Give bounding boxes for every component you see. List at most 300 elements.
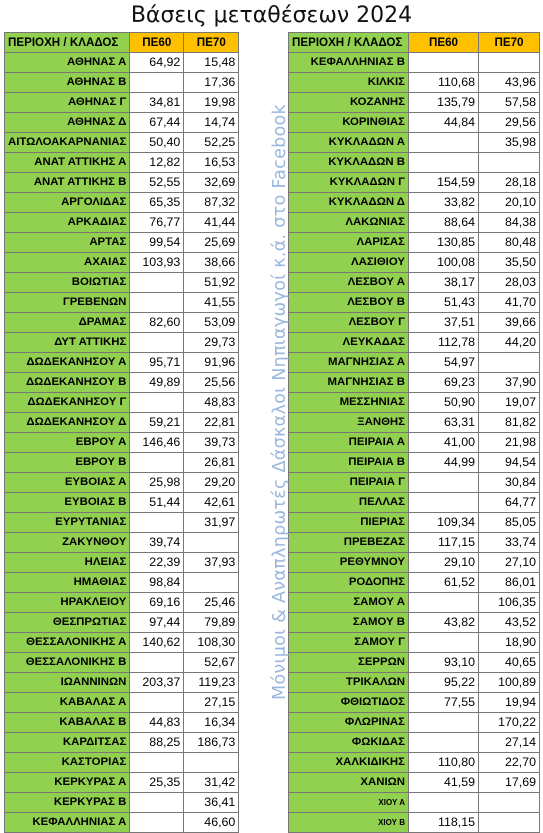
- table-row: [5, 253, 239, 273]
- pe60-cell: 64,92: [130, 53, 184, 73]
- pe60-cell: 69,16: [130, 593, 184, 613]
- pe70-cell: 52,25: [184, 133, 239, 153]
- table-row: [289, 633, 540, 653]
- pe60-cell: [130, 653, 184, 673]
- table-row: [5, 113, 239, 133]
- pe70-header: ΠΕ70: [184, 33, 239, 53]
- pe70-cell: 41,70: [479, 293, 540, 313]
- region-cell: ΚΥΚΛΑΔΩΝ Δ: [289, 193, 409, 213]
- table-row: [289, 473, 540, 493]
- pe60-cell: 29,10: [409, 553, 479, 573]
- pe60-cell: 39,74: [130, 533, 184, 553]
- pe70-cell: 30,84: [479, 473, 540, 493]
- table-row: [289, 213, 540, 233]
- table-row: [289, 793, 540, 813]
- pe60-cell: [409, 153, 479, 173]
- pe60-cell: [130, 753, 184, 773]
- table-row: [5, 513, 239, 533]
- table-row: [5, 733, 239, 753]
- table-header-row: [5, 33, 239, 53]
- table-row: [5, 793, 239, 813]
- pe60-cell: [409, 733, 479, 753]
- pe70-cell: 52,67: [184, 653, 239, 673]
- pe60-cell: 41,59: [409, 773, 479, 793]
- region-cell: ΑΘΗΝΑΣ Δ: [5, 113, 130, 133]
- table-row: [5, 453, 239, 473]
- table-header-row: [289, 33, 540, 53]
- region-cell: ΛΕΣΒΟΥ Α: [289, 273, 409, 293]
- region-cell: ΡΟΔΟΠΗΣ: [289, 573, 409, 593]
- pe70-header: ΠΕ70: [479, 33, 540, 53]
- pe70-cell: 27,10: [479, 553, 540, 573]
- pe60-cell: 33,82: [409, 193, 479, 213]
- table-row: [5, 573, 239, 593]
- pe70-cell: 16,53: [184, 153, 239, 173]
- pe60-cell: 82,60: [130, 313, 184, 333]
- table-row: [289, 753, 540, 773]
- table-row: [289, 113, 540, 133]
- pe60-cell: 49,89: [130, 373, 184, 393]
- pe60-cell: [130, 513, 184, 533]
- pe60-cell: 69,23: [409, 373, 479, 393]
- region-cell: ΦΩΚΙΔΑΣ: [289, 733, 409, 753]
- pe60-cell: 154,59: [409, 173, 479, 193]
- region-cell: ΛΕΣΒΟΥ Β: [289, 293, 409, 313]
- pe70-cell: 38,66: [184, 253, 239, 273]
- pe60-cell: 41,00: [409, 433, 479, 453]
- region-cell: ΠΕΙΡΑΙΑ Α: [289, 433, 409, 453]
- pe70-cell: 106,35: [479, 593, 540, 613]
- pe70-cell: 27,15: [184, 693, 239, 713]
- pe70-cell: 35,50: [479, 253, 540, 273]
- pe70-cell: 31,42: [184, 773, 239, 793]
- pe70-cell: 25,56: [184, 373, 239, 393]
- table-row: [289, 513, 540, 533]
- pe70-cell: 51,92: [184, 273, 239, 293]
- pe60-cell: [130, 693, 184, 713]
- region-cell: ΜΑΓΝΗΣΙΑΣ Α: [289, 353, 409, 373]
- pe70-cell: 19,98: [184, 93, 239, 113]
- pe60-cell: 135,79: [409, 93, 479, 113]
- pe60-cell: 103,93: [130, 253, 184, 273]
- pe60-cell: 50,40: [130, 133, 184, 153]
- pe60-cell: 67,44: [130, 113, 184, 133]
- table-row: [289, 813, 540, 833]
- region-header: ΠΕΡΙΟΧΗ / ΚΛΑΔΟΣ: [289, 33, 409, 53]
- pe70-cell: 14,74: [184, 113, 239, 133]
- region-cell: ΑΘΗΝΑΣ Γ: [5, 93, 130, 113]
- pe60-cell: 12,82: [130, 153, 184, 173]
- table-row: [289, 73, 540, 93]
- pe70-cell: 37,93: [184, 553, 239, 573]
- table-row: [289, 553, 540, 573]
- region-cell: ΒΟΙΩΤΙΑΣ: [5, 273, 130, 293]
- pe60-cell: 25,35: [130, 773, 184, 793]
- pe60-cell: [409, 633, 479, 653]
- table-row: [289, 573, 540, 593]
- region-cell: ΚΕΡΚΥΡΑΣ Β: [5, 793, 130, 813]
- region-cell: ΑΧΑΙΑΣ: [5, 253, 130, 273]
- region-cell: ΗΛΕΙΑΣ: [5, 553, 130, 573]
- pe60-cell: 110,68: [409, 73, 479, 93]
- table-row: [5, 633, 239, 653]
- region-cell: ΑΡΚΑΔΙΑΣ: [5, 213, 130, 233]
- pe70-cell: 119,23: [184, 673, 239, 693]
- region-cell: ΑΘΗΝΑΣ Α: [5, 53, 130, 73]
- region-cell: ΑΝΑΤ ΑΤΤΙΚΗΣ Β: [5, 173, 130, 193]
- table-row: [5, 653, 239, 673]
- pe60-cell: 99,54: [130, 233, 184, 253]
- table-row: [289, 253, 540, 273]
- pe60-cell: 52,55: [130, 173, 184, 193]
- region-cell: ΖΑΚΥΝΘΟΥ: [5, 533, 130, 553]
- table-row: [5, 713, 239, 733]
- region-cell: ΠΕΙΡΑΙΑ Β: [289, 453, 409, 473]
- left-scores-table: [4, 32, 239, 833]
- pe60-cell: [130, 393, 184, 413]
- pe70-cell: 57,58: [479, 93, 540, 113]
- pe60-cell: 203,37: [130, 673, 184, 693]
- region-cell: ΘΕΣΠΡΩΤΙΑΣ: [5, 613, 130, 633]
- region-cell: ΠΕΛΛΑΣ: [289, 493, 409, 513]
- page-title: Βάσεις μεταθέσεων 2024: [130, 3, 413, 28]
- table-row: [5, 393, 239, 413]
- pe60-cell: [130, 333, 184, 353]
- pe70-cell: 79,89: [184, 613, 239, 633]
- table-row: [289, 593, 540, 613]
- table-row: [5, 373, 239, 393]
- pe60-cell: 44,84: [409, 113, 479, 133]
- pe60-cell: 44,83: [130, 713, 184, 733]
- pe70-cell: 43,52: [479, 613, 540, 633]
- pe70-cell: 41,55: [184, 293, 239, 313]
- table-row: [5, 333, 239, 353]
- pe60-cell: 117,15: [409, 533, 479, 553]
- region-cell: ΔΩΔΕΚΑΝΗΣΟΥ Δ: [5, 413, 130, 433]
- table-row: [289, 413, 540, 433]
- region-cell: ΚΕΡΚΥΡΑΣ Α: [5, 773, 130, 793]
- pe60-cell: 97,44: [130, 613, 184, 633]
- pe70-cell: 39,73: [184, 433, 239, 453]
- pe70-cell: 37,90: [479, 373, 540, 393]
- region-cell: ΠΡΕΒΕΖΑΣ: [289, 533, 409, 553]
- table-row: [5, 133, 239, 153]
- pe60-cell: 54,97: [409, 353, 479, 373]
- pe60-header: ΠΕ60: [409, 33, 479, 53]
- pe70-cell: 44,20: [479, 333, 540, 353]
- pe60-cell: 50,90: [409, 393, 479, 413]
- region-cell: ΘΕΣΣΑΛΟΝΙΚΗΣ Α: [5, 633, 130, 653]
- table-row: [289, 313, 540, 333]
- region-cell: ΑΙΤΩΛΟΑΚΑΡΝΑΝΙΑΣ: [5, 133, 130, 153]
- pe70-cell: [479, 353, 540, 373]
- region-cell: ΚΙΛΚΙΣ: [289, 73, 409, 93]
- table-row: [289, 693, 540, 713]
- pe70-cell: 16,34: [184, 713, 239, 733]
- pe70-cell: [479, 793, 540, 813]
- region-cell: ΚΕΦΑΛΛΗΝΙΑΣ Β: [289, 53, 409, 73]
- table-row: [289, 153, 540, 173]
- region-cell: ΕΥΡΥΤΑΝΙΑΣ: [5, 513, 130, 533]
- region-cell: ΛΑΡΙΣΑΣ: [289, 233, 409, 253]
- pe70-cell: 43,96: [479, 73, 540, 93]
- table-row: [5, 193, 239, 213]
- pe60-cell: 22,39: [130, 553, 184, 573]
- region-cell: ΔΡΑΜΑΣ: [5, 313, 130, 333]
- pe60-cell: 61,52: [409, 573, 479, 593]
- pe70-cell: 19,94: [479, 693, 540, 713]
- region-cell: ΘΕΣΣΑΛΟΝΙΚΗΣ Β: [5, 653, 130, 673]
- pe70-cell: 170,22: [479, 713, 540, 733]
- region-cell: ΗΡΑΚΛΕΙΟΥ: [5, 593, 130, 613]
- region-cell: ΚΥΚΛΑΔΩΝ Α: [289, 133, 409, 153]
- table-row: [5, 773, 239, 793]
- table-row: [289, 193, 540, 213]
- pe70-cell: 108,30: [184, 633, 239, 653]
- table-row: [5, 233, 239, 253]
- region-cell: ΞΑΝΘΗΣ: [289, 413, 409, 433]
- table-row: [289, 173, 540, 193]
- pe60-cell: 95,71: [130, 353, 184, 373]
- pe70-cell: 91,96: [184, 353, 239, 373]
- table-row: [5, 813, 239, 833]
- pe70-cell: 29,56: [479, 113, 540, 133]
- pe70-cell: 28,03: [479, 273, 540, 293]
- pe60-cell: 109,34: [409, 513, 479, 533]
- region-cell: ΕΥΒΟΙΑΣ Β: [5, 493, 130, 513]
- pe60-cell: [409, 713, 479, 733]
- pe60-cell: 65,35: [130, 193, 184, 213]
- right-scores-table: [288, 32, 540, 833]
- pe70-cell: 41,44: [184, 213, 239, 233]
- region-cell: ΧΙΟΥ Α: [289, 793, 409, 813]
- region-cell: ΜΑΓΝΗΣΙΑΣ Β: [289, 373, 409, 393]
- pe70-cell: 25,46: [184, 593, 239, 613]
- region-cell: ΕΥΒΟΙΑΣ Α: [5, 473, 130, 493]
- region-cell: ΚΟΖΑΝΗΣ: [289, 93, 409, 113]
- pe70-cell: 25,69: [184, 233, 239, 253]
- pe70-cell: [184, 573, 239, 593]
- pe70-cell: [479, 53, 540, 73]
- region-cell: ΦΘΙΩΤΙΔΟΣ: [289, 693, 409, 713]
- pe70-cell: 19,07: [479, 393, 540, 413]
- pe70-cell: [184, 753, 239, 773]
- pe70-cell: 17,36: [184, 73, 239, 93]
- table-row: [5, 613, 239, 633]
- pe70-cell: 31,97: [184, 513, 239, 533]
- pe70-cell: 53,09: [184, 313, 239, 333]
- pe70-cell: 42,61: [184, 493, 239, 513]
- table-row: [5, 473, 239, 493]
- region-cell: ΚΟΡΙΝΘΙΑΣ: [289, 113, 409, 133]
- pe60-cell: 43,82: [409, 613, 479, 633]
- pe60-header: ΠΕ60: [130, 33, 184, 53]
- pe70-cell: 21,98: [479, 433, 540, 453]
- table-row: [289, 613, 540, 633]
- region-cell: ΧΑΛΚΙΔΙΚΗΣ: [289, 753, 409, 773]
- table-row: [5, 73, 239, 93]
- pe70-cell: 15,48: [184, 53, 239, 73]
- pe60-cell: 112,78: [409, 333, 479, 353]
- pe60-cell: 59,21: [130, 413, 184, 433]
- pe70-cell: 81,82: [479, 413, 540, 433]
- pe60-cell: [130, 273, 184, 293]
- pe70-cell: 22,70: [479, 753, 540, 773]
- region-cell: ΚΕΦΑΛΛΗΝΙΑΣ Α: [5, 813, 130, 833]
- region-cell: ΕΒΡΟΥ Β: [5, 453, 130, 473]
- table-row: [289, 373, 540, 393]
- pe70-cell: 26,81: [184, 453, 239, 473]
- table-row: [289, 453, 540, 473]
- region-cell: ΜΕΣΣΗΝΙΑΣ: [289, 393, 409, 413]
- pe60-cell: [130, 793, 184, 813]
- region-cell: ΔΥΤ ΑΤΤΙΚΗΣ: [5, 333, 130, 353]
- table-row: [5, 93, 239, 113]
- region-cell: ΚΑΡΔΙΤΣΑΣ: [5, 733, 130, 753]
- table-row: [289, 393, 540, 413]
- pe70-cell: [479, 153, 540, 173]
- pe70-cell: 17,69: [479, 773, 540, 793]
- pe60-cell: [409, 493, 479, 513]
- pe60-cell: 44,99: [409, 453, 479, 473]
- pe70-cell: 186,73: [184, 733, 239, 753]
- pe60-cell: 51,44: [130, 493, 184, 513]
- pe70-cell: 39,66: [479, 313, 540, 333]
- table-row: [289, 273, 540, 293]
- table-row: [289, 713, 540, 733]
- pe60-cell: 77,55: [409, 693, 479, 713]
- table-row: [5, 553, 239, 573]
- region-cell: ΓΡΕΒΕΝΩΝ: [5, 293, 130, 313]
- region-cell: ΦΛΩΡΙΝΑΣ: [289, 713, 409, 733]
- table-row: [289, 133, 540, 153]
- table-row: [5, 273, 239, 293]
- pe70-cell: 84,38: [479, 213, 540, 233]
- pe70-cell: 46,60: [184, 813, 239, 833]
- pe70-cell: 32,69: [184, 173, 239, 193]
- table-row: [5, 53, 239, 73]
- region-cell: ΧΑΝΙΩΝ: [289, 773, 409, 793]
- pe60-cell: 25,98: [130, 473, 184, 493]
- pe70-cell: 36,41: [184, 793, 239, 813]
- pe60-cell: 93,10: [409, 653, 479, 673]
- region-cell: ΕΒΡΟΥ Α: [5, 433, 130, 453]
- table-row: [5, 213, 239, 233]
- table-row: [289, 53, 540, 73]
- region-cell: ΠΙΕΡΙΑΣ: [289, 513, 409, 533]
- table-row: [5, 693, 239, 713]
- table-row: [289, 673, 540, 693]
- pe70-cell: [479, 813, 540, 833]
- region-cell: ΛΑΣΙΘΙΟΥ: [289, 253, 409, 273]
- pe60-cell: 88,64: [409, 213, 479, 233]
- pe60-cell: [409, 593, 479, 613]
- pe60-cell: 34,81: [130, 93, 184, 113]
- pe70-cell: 100,89: [479, 673, 540, 693]
- pe70-cell: 22,81: [184, 413, 239, 433]
- table-row: [289, 333, 540, 353]
- pe70-cell: 33,74: [479, 533, 540, 553]
- pe60-cell: 51,43: [409, 293, 479, 313]
- pe60-cell: 88,25: [130, 733, 184, 753]
- table-row: [289, 653, 540, 673]
- pe60-cell: 130,85: [409, 233, 479, 253]
- table-row: [289, 233, 540, 253]
- pe70-cell: 20,10: [479, 193, 540, 213]
- table-row: [5, 533, 239, 553]
- pe60-cell: [409, 53, 479, 73]
- pe70-cell: 87,32: [184, 193, 239, 213]
- table-row: [289, 93, 540, 113]
- region-cell: ΛΕΣΒΟΥ Γ: [289, 313, 409, 333]
- pe60-cell: 37,51: [409, 313, 479, 333]
- region-cell: ΠΕΙΡΑΙΑ Γ: [289, 473, 409, 493]
- pe60-cell: 110,80: [409, 753, 479, 773]
- pe60-cell: [409, 133, 479, 153]
- pe60-cell: 118,15: [409, 813, 479, 833]
- table-row: [289, 533, 540, 553]
- pe70-cell: [184, 533, 239, 553]
- pe70-cell: 85,05: [479, 513, 540, 533]
- pe70-cell: 40,65: [479, 653, 540, 673]
- table-row: [5, 753, 239, 773]
- pe60-cell: [130, 293, 184, 313]
- pe60-cell: 63,31: [409, 413, 479, 433]
- pe60-cell: 140,62: [130, 633, 184, 653]
- pe70-cell: 48,83: [184, 393, 239, 413]
- region-cell: ΣΑΜΟΥ Β: [289, 613, 409, 633]
- region-cell: ΔΩΔΕΚΑΝΗΣΟΥ Β: [5, 373, 130, 393]
- pe70-cell: 18,90: [479, 633, 540, 653]
- table-row: [5, 673, 239, 693]
- region-cell: ΑΡΓΟΛΙΔΑΣ: [5, 193, 130, 213]
- pe70-cell: 27,14: [479, 733, 540, 753]
- region-cell: ΣΑΜΟΥ Γ: [289, 633, 409, 653]
- table-row: [289, 293, 540, 313]
- pe70-cell: 29,20: [184, 473, 239, 493]
- pe60-cell: 146,46: [130, 433, 184, 453]
- pe70-cell: 80,48: [479, 233, 540, 253]
- region-cell: ΚΑΣΤΟΡΙΑΣ: [5, 753, 130, 773]
- pe60-cell: 100,08: [409, 253, 479, 273]
- pe70-cell: 35,98: [479, 133, 540, 153]
- pe70-cell: 86,01: [479, 573, 540, 593]
- region-cell: ΔΩΔΕΚΑΝΗΣΟΥ Γ: [5, 393, 130, 413]
- table-row: [289, 493, 540, 513]
- region-cell: ΑΝΑΤ ΑΤΤΙΚΗΣ Α: [5, 153, 130, 173]
- region-cell: ΙΩΑΝΝΙΝΩΝ: [5, 673, 130, 693]
- region-cell: ΣΕΡΡΩΝ: [289, 653, 409, 673]
- region-cell: ΚΑΒΑΛΑΣ Β: [5, 713, 130, 733]
- table-row: [5, 173, 239, 193]
- region-cell: ΔΩΔΕΚΑΝΗΣΟΥ Α: [5, 353, 130, 373]
- region-cell: ΚΥΚΛΑΔΩΝ Γ: [289, 173, 409, 193]
- region-cell: ΡΕΘΥΜΝΟΥ: [289, 553, 409, 573]
- table-row: [5, 493, 239, 513]
- table-row: [5, 313, 239, 333]
- pe60-cell: [409, 473, 479, 493]
- pe60-cell: [130, 813, 184, 833]
- pe60-cell: [130, 453, 184, 473]
- region-cell: ΗΜΑΘΙΑΣ: [5, 573, 130, 593]
- pe60-cell: 98,84: [130, 573, 184, 593]
- table-row: [5, 413, 239, 433]
- pe70-cell: 64,77: [479, 493, 540, 513]
- region-cell: ΛΕΥΚΑΔΑΣ: [289, 333, 409, 353]
- region-cell: ΤΡΙΚΑΛΩΝ: [289, 673, 409, 693]
- pe70-cell: 29,73: [184, 333, 239, 353]
- table-row: [5, 353, 239, 373]
